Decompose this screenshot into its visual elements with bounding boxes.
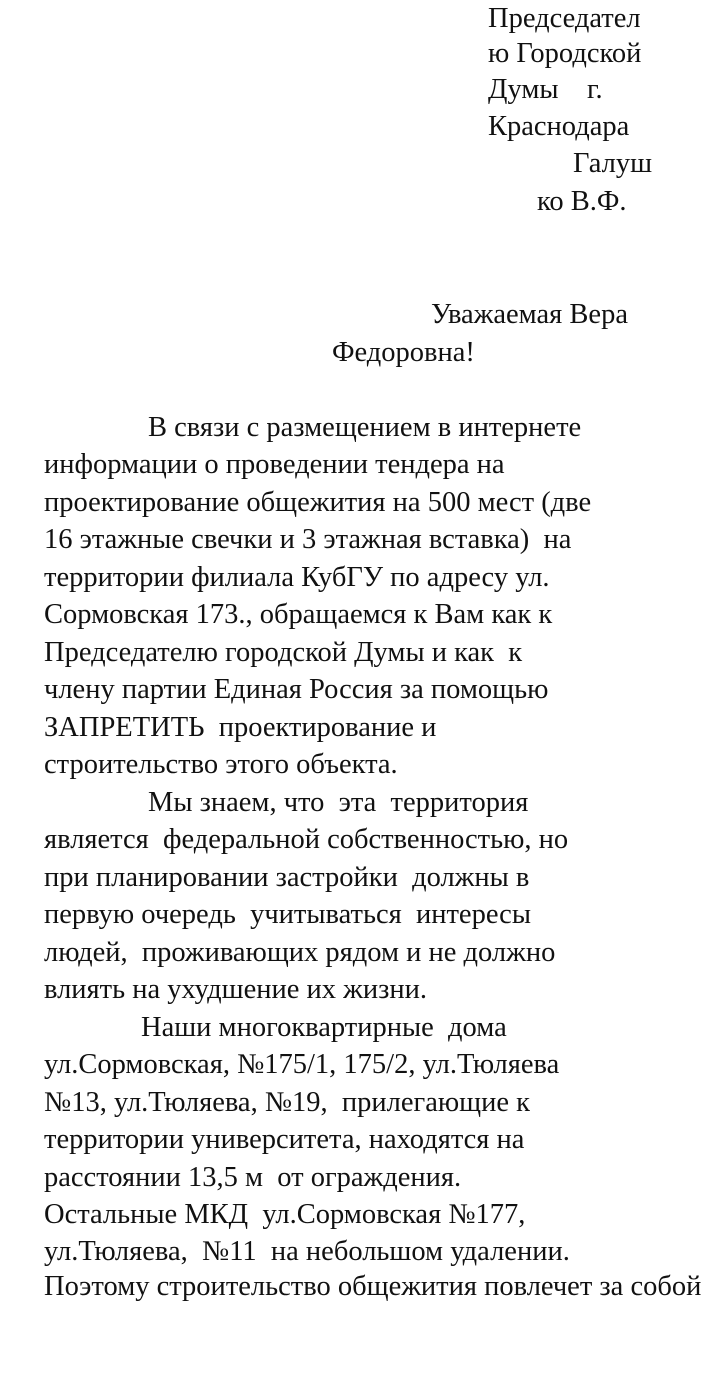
paragraph-line: людей, проживающих рядом и не должно	[44, 937, 556, 968]
paragraph-line: Председателю городской Думы и как к	[44, 637, 523, 668]
paragraph-line: территории университета, находятся на	[44, 1124, 525, 1155]
paragraph-line: ЗАПРЕТИТЬ проектирование и	[44, 712, 437, 743]
paragraph-line: 16 этажные свечки и 3 этажная вставка) на	[44, 524, 572, 555]
paragraph-line: В связи с размещением в интернете	[148, 412, 582, 443]
paragraph-line: первую очередь учитываться интересы	[44, 899, 531, 930]
addressee-line: Думы г.	[488, 74, 603, 105]
paragraph-line: влиять на ухудшение их жизни.	[44, 974, 427, 1005]
addressee-line: ю Городской	[488, 38, 642, 69]
paragraph-line: Наши многоквартирные дома	[141, 1012, 507, 1043]
paragraph-line: ул.Тюляева, №11 на небольшом удалении.	[44, 1236, 570, 1267]
cut-off-line	[44, 1268, 702, 1302]
paragraph-line: проектирование общежития на 500 мест (две	[44, 487, 592, 518]
paragraph-line: члену партии Единая Россия за помощью	[44, 674, 549, 705]
paragraph-line: при планировании застройки должны в	[44, 862, 530, 893]
addressee-line: Краснодара	[488, 111, 630, 142]
paragraph-line: информации о проведении тендера на	[44, 449, 505, 480]
salutation-line: Уважаемая Вера	[431, 299, 628, 330]
paragraph-line: №13, ул.Тюляева, №19, прилегающие к	[44, 1087, 530, 1118]
paragraph-line: Мы знаем, что эта территория	[148, 787, 529, 818]
paragraph-line: строительство этого объекта.	[44, 749, 398, 780]
paragraph-line: территории филиала КубГУ по адресу ул.	[44, 562, 550, 593]
addressee-line: Председател	[488, 3, 641, 34]
paragraph-line: Поэтому строительство общежития повлечет за собой	[44, 1271, 702, 1302]
paragraph-line: Сормовская 173., обращаемся к Вам как к	[44, 599, 553, 630]
addressee-line: ко В.Ф.	[537, 186, 627, 217]
paragraph-line: является федеральной собственностью, но	[44, 824, 569, 855]
paragraph-line: Остальные МКД ул.Сормовская №177,	[44, 1199, 526, 1230]
salutation-line: Федоровна!	[332, 337, 475, 368]
addressee-line: Галуш	[573, 148, 653, 179]
paragraph-line: ул.Сормовская, №175/1, 175/2, ул.Тюляева	[44, 1049, 560, 1080]
paragraph-line: расстоянии 13,5 м от ограждения.	[44, 1162, 462, 1193]
